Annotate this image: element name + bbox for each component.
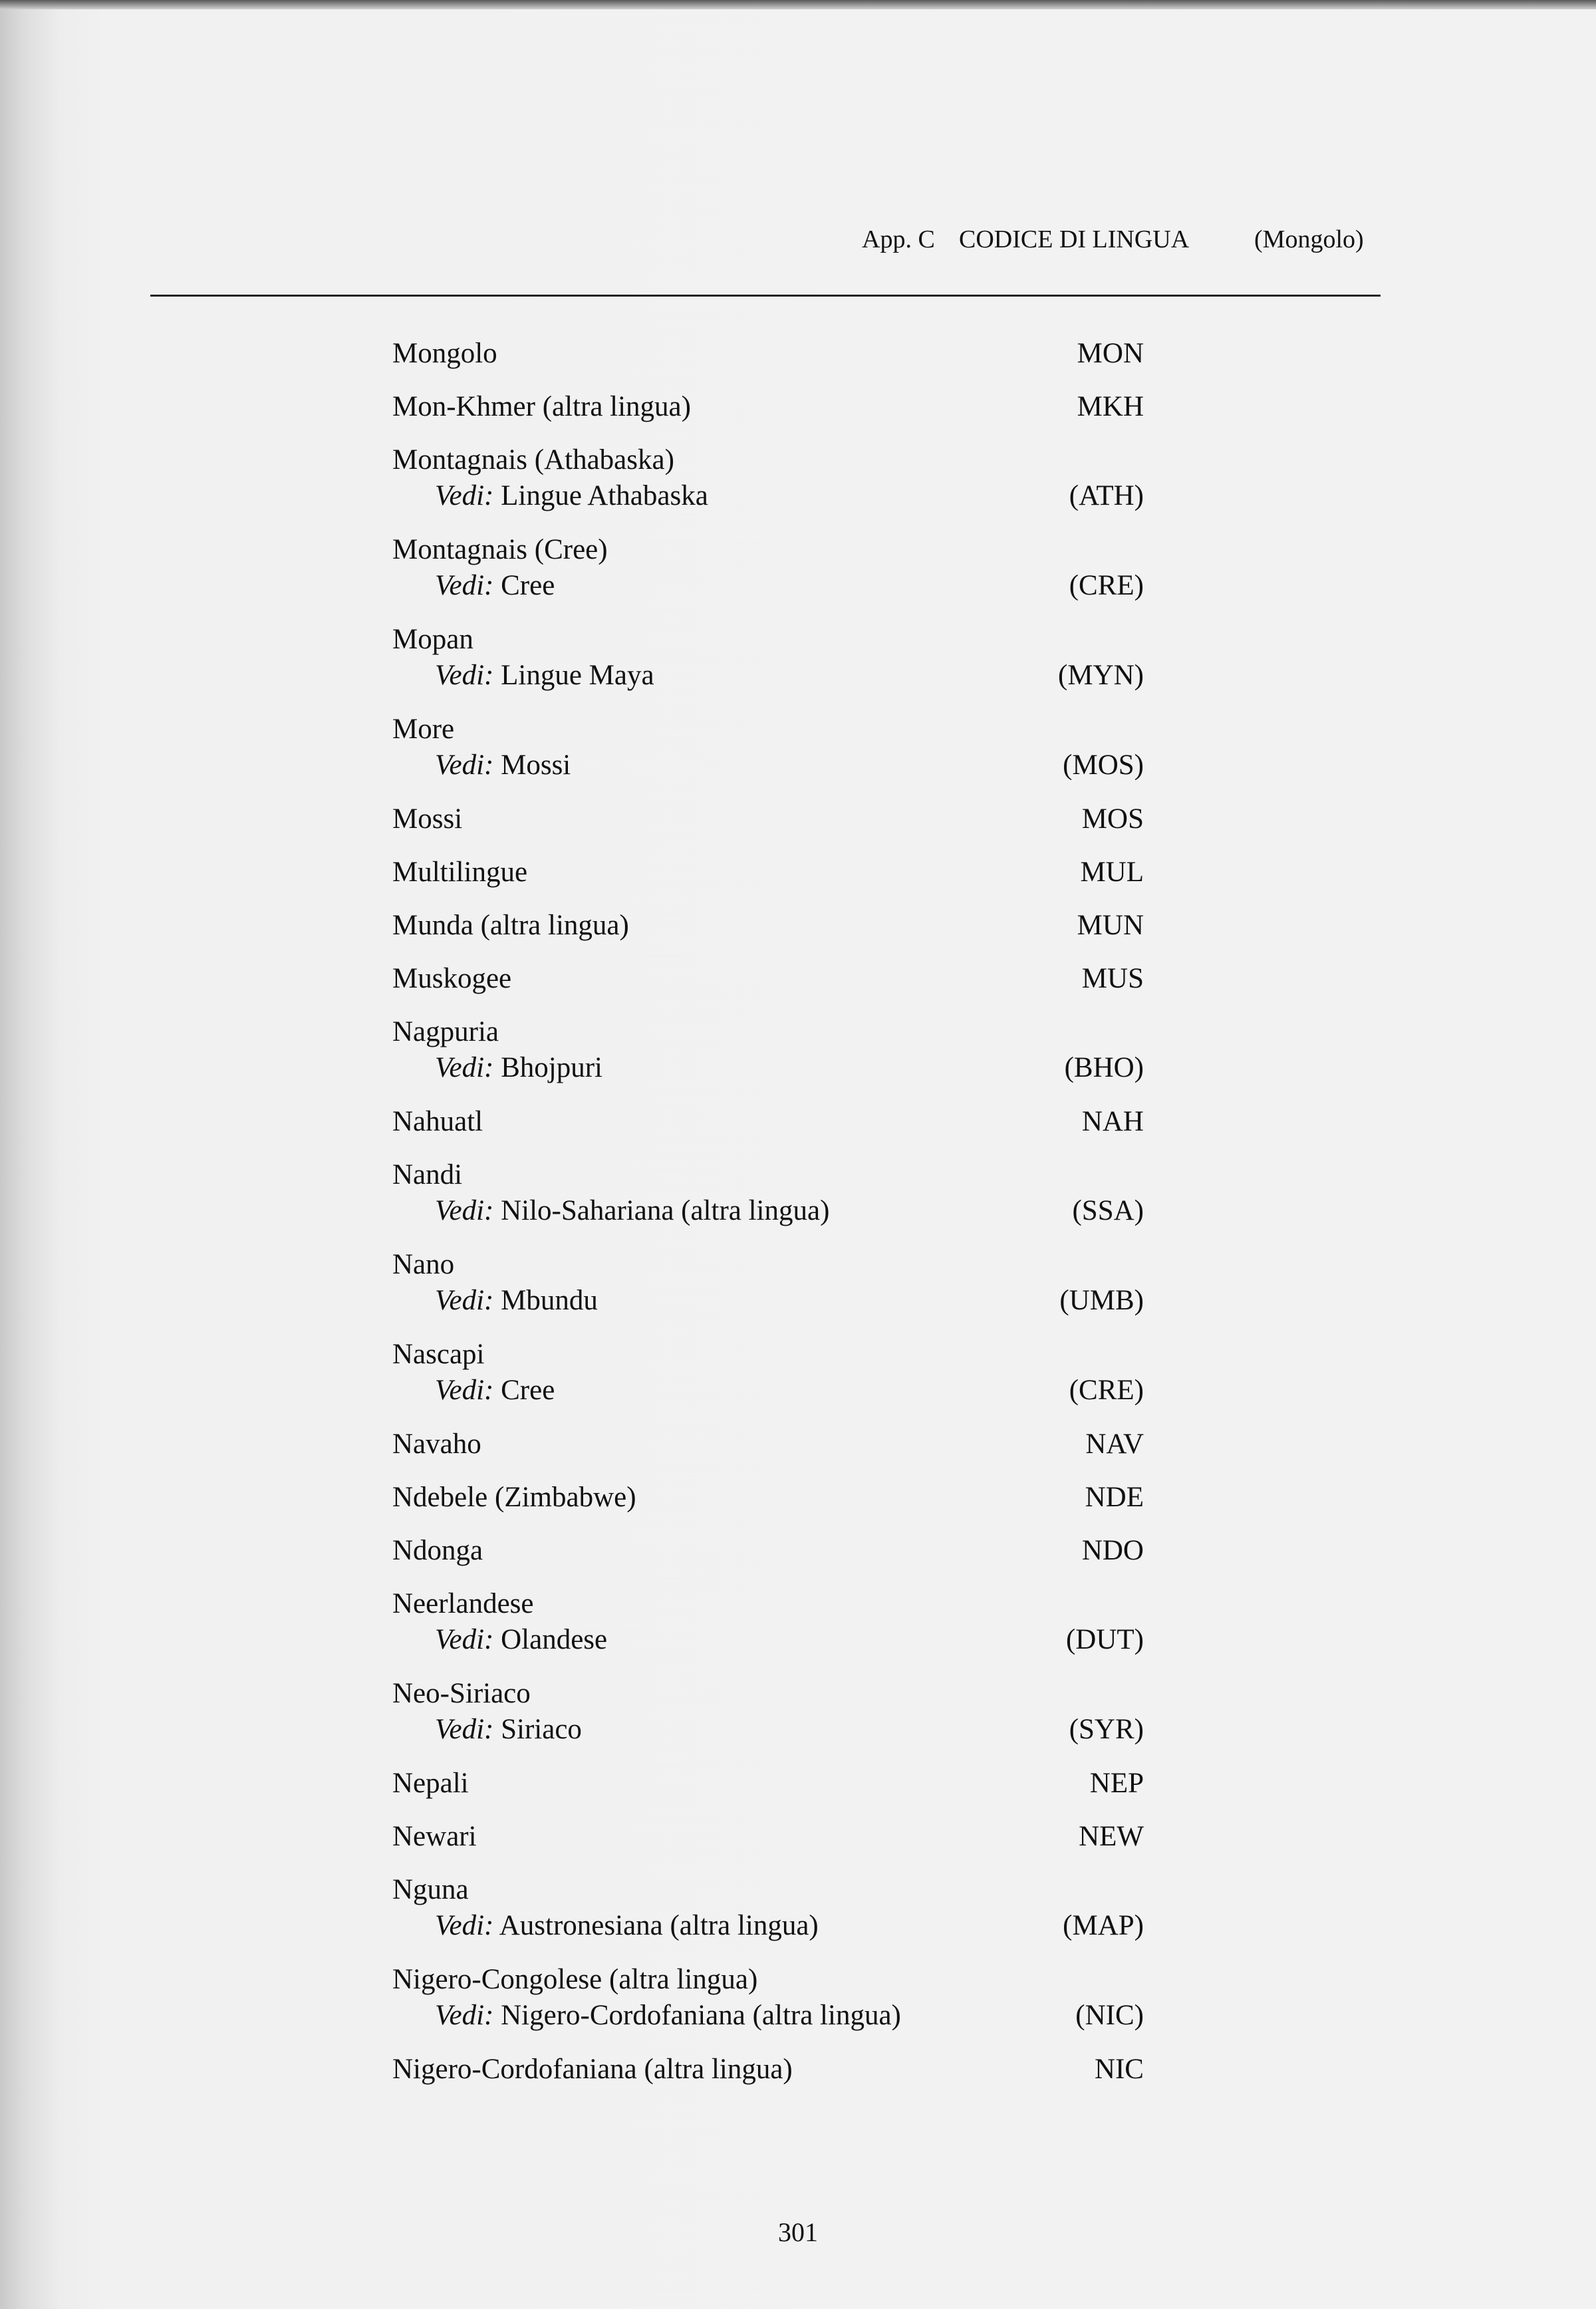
- see-also-target: Lingue Athabaska: [501, 480, 708, 511]
- entry-name: Nascapi: [392, 1339, 485, 1370]
- entry-name: Multilingue: [392, 857, 528, 888]
- scan-top-edge: [0, 0, 1596, 9]
- vedi-label: Vedi:: [435, 1285, 494, 1316]
- entry-name: Nigero-Cordofaniana (altra lingua): [392, 2054, 793, 2085]
- entry-name: Mopan: [392, 624, 473, 655]
- language-code: (SSA): [1072, 1195, 1144, 1226]
- see-also-row: [392, 1712, 1144, 1748]
- entry-row: [392, 442, 1144, 478]
- language-code: (BHO): [1064, 1052, 1144, 1083]
- index-entry: [392, 1586, 1144, 1658]
- header-section: App. C: [862, 225, 935, 253]
- vedi-label: Vedi:: [435, 570, 494, 601]
- see-also-row: [392, 1373, 1144, 1409]
- see-also-target: Cree: [501, 1375, 555, 1406]
- see-also: [435, 1908, 819, 1944]
- see-also-row: [392, 747, 1144, 783]
- entry-row: [392, 1533, 1144, 1569]
- language-code: (ATH): [1069, 480, 1144, 511]
- see-also-target: Siriaco: [501, 1714, 582, 1745]
- index-entry: [392, 622, 1144, 694]
- see-also-row: [392, 1622, 1144, 1658]
- entry-name: Ndebele (Zimbabwe): [392, 1482, 636, 1513]
- see-also-row: [392, 1050, 1144, 1086]
- see-also-row: [392, 1283, 1144, 1319]
- entry-row: [392, 532, 1144, 568]
- entry-row: [392, 1819, 1144, 1855]
- see-also-row: [392, 478, 1144, 514]
- index-entry: [392, 855, 1144, 890]
- entry-name: Mon-Khmer (altra lingua): [392, 391, 691, 422]
- entry-row: [392, 712, 1144, 747]
- entry-row: [392, 1480, 1144, 1516]
- entry-name: Mongolo: [392, 338, 497, 369]
- entry-name: Neo-Siriaco: [392, 1678, 531, 1709]
- vedi-label: Vedi:: [435, 1052, 494, 1083]
- entry-row: [392, 1676, 1144, 1712]
- entry-name: Newari: [392, 1821, 477, 1852]
- see-also-target: Austronesiana (altra lingua): [499, 1910, 819, 1941]
- index-entry: [392, 1962, 1144, 2034]
- see-also-target: Cree: [501, 570, 555, 601]
- entry-row: [392, 855, 1144, 890]
- language-code: MUN: [1077, 910, 1144, 941]
- index-entry: [392, 1247, 1144, 1319]
- see-also-target: Nigero-Cordofaniana (altra lingua): [501, 2000, 901, 2031]
- index-entry: [392, 1014, 1144, 1086]
- vedi-label: Vedi:: [435, 1714, 494, 1745]
- entry-name: Montagnais (Athabaska): [392, 444, 674, 475]
- language-code: (MYN): [1058, 660, 1144, 691]
- see-also: [435, 1283, 598, 1319]
- entry-name: Nano: [392, 1249, 455, 1280]
- entry-name: Ndonga: [392, 1535, 483, 1566]
- see-also: [435, 1050, 602, 1086]
- index-entry: [392, 336, 1144, 372]
- index-entry: [392, 908, 1144, 944]
- index-entry: [392, 801, 1144, 837]
- entry-row: [392, 1104, 1144, 1140]
- language-code: (MOS): [1063, 749, 1144, 781]
- index-entry: [392, 712, 1144, 783]
- entry-row: [392, 622, 1144, 658]
- see-also: [435, 568, 555, 604]
- index-entry: [392, 1480, 1144, 1516]
- entry-row: [392, 1337, 1144, 1373]
- entry-row: [392, 801, 1144, 837]
- language-code: MOS: [1081, 803, 1144, 835]
- page-number: 301: [778, 2217, 818, 2247]
- language-code: NAH: [1081, 1106, 1144, 1137]
- language-code: NEW: [1079, 1821, 1144, 1852]
- index-entry: [392, 2052, 1144, 2088]
- see-also-target: Olandese: [501, 1624, 608, 1655]
- entry-name: Nepali: [392, 1768, 469, 1799]
- vedi-label: Vedi:: [435, 1910, 494, 1941]
- entry-name: Navaho: [392, 1428, 481, 1460]
- see-also: [435, 1373, 555, 1409]
- header-rule: [150, 295, 1381, 297]
- language-code: MUL: [1080, 857, 1144, 888]
- index-entry: [392, 1766, 1144, 1802]
- see-also: [435, 747, 571, 783]
- entry-name: Nguna: [392, 1874, 469, 1905]
- language-code: (MAP): [1063, 1910, 1144, 1941]
- entry-row: [392, 1247, 1144, 1283]
- vedi-label: Vedi:: [435, 2000, 494, 2031]
- index-entry: [392, 1676, 1144, 1748]
- entry-row: [392, 389, 1144, 425]
- index-entry: [392, 1533, 1144, 1569]
- index-entry: [392, 442, 1144, 514]
- vedi-label: Vedi:: [435, 749, 494, 781]
- see-also: [435, 1193, 829, 1229]
- vedi-label: Vedi:: [435, 660, 494, 691]
- language-code: MKH: [1077, 391, 1144, 422]
- index-entry: [392, 1104, 1144, 1140]
- entry-row: [392, 1872, 1144, 1908]
- language-code: NEP: [1089, 1768, 1144, 1799]
- see-also: [435, 1712, 582, 1748]
- entry-row: [392, 1014, 1144, 1050]
- entry-row: [392, 336, 1144, 372]
- see-also-target: Mossi: [501, 749, 571, 781]
- language-code: MON: [1077, 338, 1144, 369]
- language-code: (CRE): [1069, 570, 1144, 601]
- header-range: (Mongolo): [1254, 225, 1364, 253]
- entry-row: [392, 1586, 1144, 1622]
- language-code: (DUT): [1065, 1624, 1144, 1655]
- entry-row: [392, 961, 1144, 997]
- language-code: (SYR): [1069, 1714, 1144, 1745]
- index-entry: [392, 1819, 1144, 1855]
- language-code: NDO: [1081, 1535, 1144, 1566]
- entry-row: [392, 1766, 1144, 1802]
- language-code: (UMB): [1059, 1285, 1144, 1316]
- entry-name: Muskogee: [392, 963, 512, 994]
- vedi-label: Vedi:: [435, 1624, 494, 1655]
- see-also: [435, 658, 654, 694]
- language-code: (NIC): [1075, 2000, 1144, 2031]
- see-also-row: [392, 1908, 1144, 1944]
- entry-row: [392, 1962, 1144, 1998]
- vedi-label: Vedi:: [435, 1375, 494, 1406]
- see-also-target: Bhojpuri: [501, 1052, 603, 1083]
- see-also-row: [392, 1193, 1144, 1229]
- entry-name: Nahuatl: [392, 1106, 483, 1137]
- index-entry: [392, 532, 1144, 604]
- entry-name: Nagpuria: [392, 1016, 499, 1047]
- header-title: CODICE DI LINGUA: [959, 225, 1190, 253]
- see-also-row: [392, 658, 1144, 694]
- entry-row: [392, 1157, 1144, 1193]
- index-entry: [392, 1872, 1144, 1944]
- entry-row: [392, 908, 1144, 944]
- index-entry: [392, 1426, 1144, 1462]
- see-also: [435, 1998, 901, 2034]
- entry-name: Nigero-Congolese (altra lingua): [392, 1964, 758, 1995]
- entry-name: Nandi: [392, 1159, 463, 1190]
- entry-row: [392, 2052, 1144, 2088]
- entry-name: Munda (altra lingua): [392, 910, 629, 941]
- index-entry: [392, 389, 1144, 425]
- see-also-row: [392, 568, 1144, 604]
- index-entry: [392, 1157, 1144, 1229]
- see-also-target: Lingue Maya: [501, 660, 654, 691]
- language-code: (CRE): [1069, 1375, 1144, 1406]
- language-code: MUS: [1081, 963, 1144, 994]
- vedi-label: Vedi:: [435, 480, 494, 511]
- entry-name: Mossi: [392, 803, 463, 835]
- entry-name: More: [392, 714, 455, 745]
- see-also-target: Nilo-Sahariana (altra lingua): [501, 1195, 830, 1226]
- see-also: [435, 1622, 607, 1658]
- index-entry: [392, 1337, 1144, 1409]
- entry-name: Montagnais (Cree): [392, 534, 608, 565]
- vedi-label: Vedi:: [435, 1195, 494, 1226]
- index-entry: [392, 961, 1144, 997]
- see-also-target: Mbundu: [501, 1285, 598, 1316]
- language-code: NIC: [1094, 2054, 1144, 2085]
- language-code: NDE: [1085, 1482, 1144, 1513]
- entry-row: [392, 1426, 1144, 1462]
- entry-name: Neerlandese: [392, 1588, 534, 1619]
- see-also-row: [392, 1998, 1144, 2034]
- language-code: NAV: [1085, 1428, 1144, 1460]
- see-also: [435, 478, 708, 514]
